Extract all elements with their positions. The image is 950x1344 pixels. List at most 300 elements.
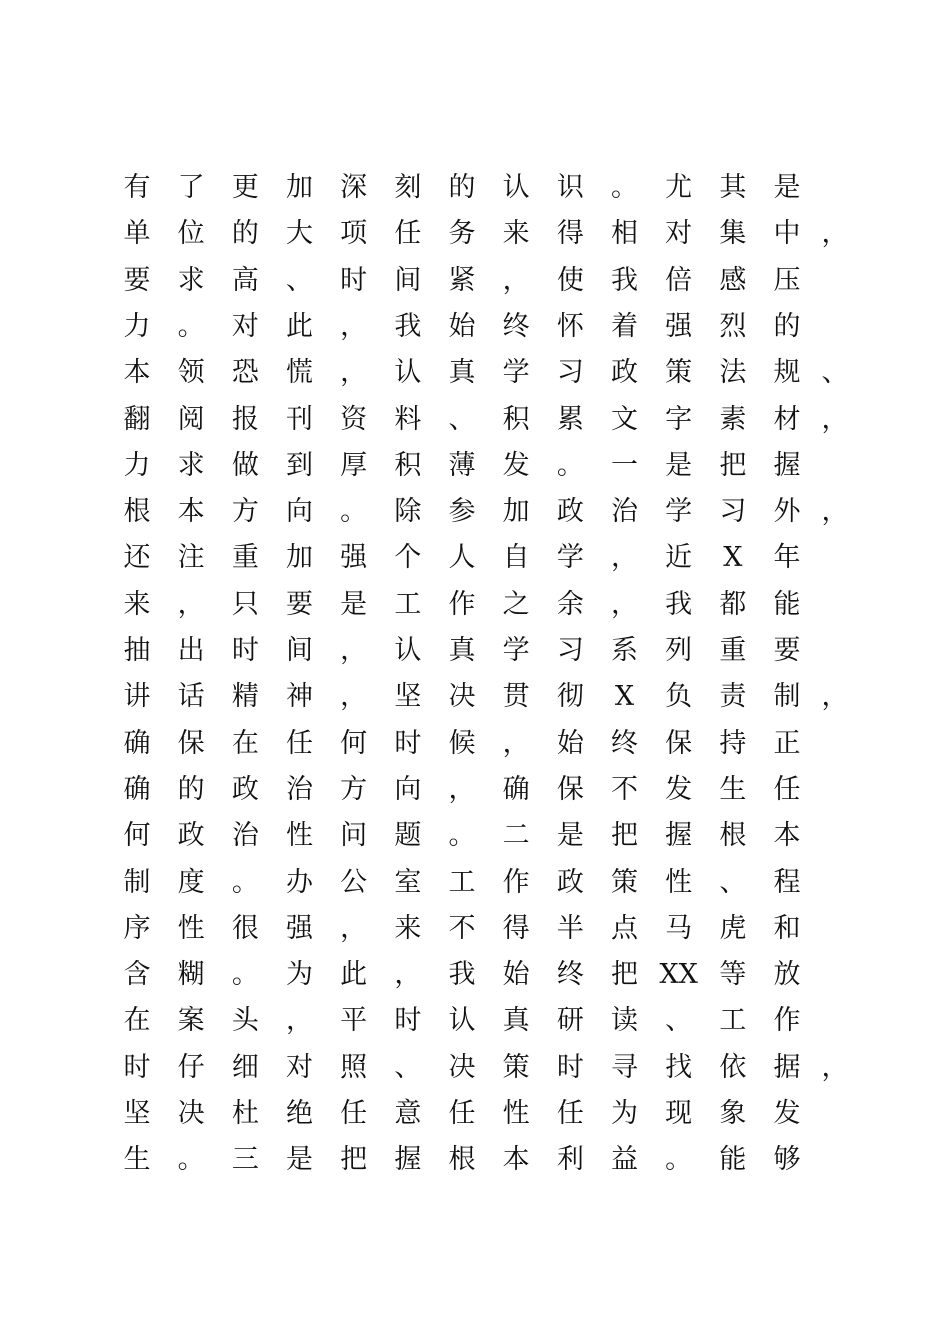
text-char: 工 — [719, 1005, 747, 1037]
text-char: 积 — [394, 449, 422, 481]
text-char: 资 — [340, 403, 368, 435]
text-char: 发 — [665, 773, 693, 805]
text-char: 规 — [773, 357, 801, 389]
text-char: ， — [821, 1051, 849, 1083]
text-char: 紧 — [448, 264, 476, 296]
text-char: 任 — [340, 1098, 368, 1129]
text-char: 对 — [665, 218, 693, 250]
text-char: 重 — [719, 635, 747, 666]
text-char: 本 — [502, 1144, 530, 1176]
text-char: 了 — [177, 172, 205, 203]
text-char: 着 — [611, 310, 638, 342]
text-char: 材 — [773, 403, 801, 435]
text-char: 彻 — [556, 681, 584, 713]
text-char: 确 — [123, 727, 151, 759]
text-char: ， — [502, 264, 530, 296]
text-char: 根 — [719, 820, 747, 852]
text-char: 问 — [340, 820, 368, 852]
text-char: 象 — [719, 1098, 747, 1129]
text-char: 把 — [611, 959, 638, 991]
text-char: 能 — [773, 588, 801, 620]
text-char: 。 — [340, 496, 368, 528]
text-char: 的 — [177, 773, 205, 805]
text-char: 工 — [394, 588, 422, 620]
text-char: 读 — [611, 1005, 638, 1037]
text-char: 刻 — [394, 172, 422, 203]
text-char: 生 — [719, 773, 747, 805]
text-char: 策 — [665, 357, 693, 389]
text-char: 。 — [231, 959, 259, 991]
text-char: 题 — [394, 820, 422, 852]
text-char: XX — [659, 959, 698, 991]
text-char: 深 — [340, 172, 368, 203]
text-char: 感 — [719, 264, 747, 296]
text-line — [0, 307, 950, 347]
text-char: ， — [502, 727, 530, 759]
text-char: 正 — [773, 727, 801, 759]
text-char: 要 — [773, 635, 801, 666]
text-char: 保 — [665, 727, 693, 759]
text-char: 能 — [719, 1144, 747, 1176]
text-char: 其 — [719, 172, 747, 203]
text-char: 策 — [502, 1051, 530, 1083]
text-char: 之 — [502, 588, 530, 620]
text-char: ， — [340, 681, 368, 713]
text-char: 和 — [773, 912, 801, 944]
text-char: 、 — [286, 264, 313, 296]
text-char: 序 — [123, 912, 151, 944]
text-char: 参 — [448, 496, 476, 528]
text-char: 领 — [177, 357, 205, 389]
text-char: 时 — [394, 727, 422, 759]
text-char: 习 — [556, 357, 584, 389]
text-char: 为 — [611, 1098, 638, 1129]
text-char: 终 — [502, 310, 530, 342]
text-line — [0, 585, 950, 625]
text-char: 平 — [340, 1005, 368, 1037]
text-char: 高 — [231, 264, 259, 296]
text-char: 识 — [556, 172, 584, 203]
text-char: 加 — [286, 172, 313, 203]
text-char: 对 — [286, 1051, 313, 1083]
text-char: 细 — [231, 1051, 259, 1083]
text-char: 余 — [556, 588, 584, 620]
text-char: 寻 — [611, 1051, 638, 1083]
text-char: 责 — [719, 681, 747, 713]
text-char: 是 — [340, 588, 368, 620]
text-line — [0, 168, 950, 208]
text-char: 此 — [340, 959, 368, 991]
text-char: 半 — [556, 912, 584, 944]
text-char: 候 — [448, 727, 476, 759]
text-char: 向 — [394, 773, 422, 805]
text-char: 持 — [719, 727, 747, 759]
text-char: 。 — [177, 310, 205, 342]
text-char: 料 — [394, 403, 422, 435]
text-char: 依 — [719, 1051, 747, 1083]
text-char: 求 — [177, 264, 205, 296]
text-char: 现 — [665, 1098, 693, 1129]
text-char: 抽 — [123, 635, 151, 666]
text-char: 。 — [231, 866, 259, 898]
text-char: 我 — [665, 588, 693, 620]
text-char: 务 — [448, 218, 476, 250]
text-line — [0, 1140, 950, 1180]
text-char: 作 — [448, 588, 476, 620]
text-char: 程 — [773, 866, 801, 898]
text-char: 到 — [286, 449, 313, 481]
text-char: 怀 — [556, 310, 584, 342]
text-char: 性 — [286, 820, 313, 852]
text-char: 对 — [231, 310, 259, 342]
text-char: 、 — [448, 403, 476, 435]
text-char: 尤 — [665, 172, 693, 203]
text-char: ， — [821, 218, 849, 250]
text-char: 生 — [123, 1144, 151, 1176]
text-char: 。 — [177, 1144, 205, 1176]
text-char: 加 — [502, 496, 530, 528]
text-char: 终 — [556, 959, 584, 991]
text-char: 作 — [773, 1005, 801, 1037]
text-char: 都 — [719, 588, 747, 620]
text-char: 力 — [123, 449, 151, 481]
text-char: 保 — [556, 773, 584, 805]
text-line — [0, 631, 950, 671]
text-char: ， — [286, 1005, 313, 1037]
text-char: 真 — [448, 635, 476, 666]
text-char: 的 — [448, 172, 476, 203]
text-char: ， — [448, 773, 476, 805]
text-char: 时 — [231, 635, 259, 666]
text-char: 字 — [665, 403, 693, 435]
text-char: 确 — [123, 773, 151, 805]
text-char: 精 — [231, 681, 259, 713]
text-char: 。 — [611, 172, 638, 203]
text-line — [0, 538, 950, 578]
text-char: 来 — [502, 218, 530, 250]
text-char: 任 — [773, 773, 801, 805]
text-char: 集 — [719, 218, 747, 250]
text-char: 本 — [773, 820, 801, 852]
text-char: 政 — [556, 496, 584, 528]
text-char: 出 — [177, 635, 205, 666]
text-char: 间 — [394, 264, 422, 296]
text-char: 性 — [177, 912, 205, 944]
text-char: 来 — [394, 912, 422, 944]
text-char: 决 — [177, 1098, 205, 1129]
text-char: 把 — [719, 449, 747, 481]
text-char: 只 — [231, 588, 259, 620]
text-char: 神 — [286, 681, 313, 713]
text-char: 绝 — [286, 1098, 313, 1129]
text-char: 系 — [611, 635, 638, 666]
text-char: 本 — [177, 496, 205, 528]
text-char: 根 — [448, 1144, 476, 1176]
text-char: 强 — [286, 912, 313, 944]
text-char: 位 — [177, 218, 205, 250]
text-char: 得 — [502, 912, 530, 944]
text-char: 认 — [448, 1005, 476, 1037]
text-char: 利 — [556, 1144, 584, 1176]
text-char: 方 — [231, 496, 259, 528]
text-char: 方 — [340, 773, 368, 805]
text-char: 治 — [286, 773, 313, 805]
text-char: 习 — [556, 635, 584, 666]
text-line — [0, 214, 950, 254]
text-char: ， — [394, 959, 422, 991]
text-char: ， — [821, 496, 849, 528]
text-char: 保 — [177, 727, 205, 759]
text-char: 确 — [502, 773, 530, 805]
text-char: 法 — [719, 357, 747, 389]
text-line — [0, 677, 950, 717]
text-char: 度 — [177, 866, 205, 898]
text-char: 找 — [665, 1051, 693, 1083]
text-char: 终 — [611, 727, 638, 759]
text-char: 三 — [231, 1144, 259, 1176]
text-char: 在 — [231, 727, 259, 759]
text-char: 、 — [821, 357, 849, 389]
text-char: 头 — [231, 1005, 259, 1037]
text-char: 得 — [556, 218, 584, 250]
text-line — [0, 1094, 950, 1134]
text-char: 列 — [665, 635, 693, 666]
text-char: 不 — [611, 773, 638, 805]
text-char: 翻 — [123, 403, 151, 435]
text-line — [0, 816, 950, 856]
text-char: 认 — [502, 172, 530, 203]
text-char: 杜 — [231, 1098, 259, 1129]
text-char: 此 — [286, 310, 313, 342]
text-char: 贯 — [502, 681, 530, 713]
text-char: 做 — [231, 449, 259, 481]
text-char: 外 — [773, 496, 801, 528]
text-char: 本 — [123, 357, 151, 389]
text-char: 政 — [556, 866, 584, 898]
text-char: 。 — [665, 1144, 693, 1176]
text-char: 何 — [123, 820, 151, 852]
text-char: 决 — [448, 681, 476, 713]
text-char: 时 — [394, 1005, 422, 1037]
text-char: 糊 — [177, 959, 205, 991]
text-char: 坚 — [394, 681, 422, 713]
text-char: 要 — [123, 264, 151, 296]
text-char: 来 — [123, 588, 151, 620]
text-char: 在 — [123, 1005, 151, 1037]
text-char: 除 — [394, 496, 422, 528]
text-char: 作 — [502, 866, 530, 898]
text-char: 任 — [286, 727, 313, 759]
text-char: 握 — [665, 820, 693, 852]
text-char: 我 — [611, 264, 638, 296]
text-char: 公 — [340, 866, 368, 898]
text-char: 发 — [773, 1098, 801, 1129]
text-char: 学 — [502, 635, 530, 666]
text-char: 认 — [394, 357, 422, 389]
text-char: 任 — [448, 1098, 476, 1129]
text-char: 、 — [665, 1005, 693, 1037]
text-char: 的 — [231, 218, 259, 250]
text-char: 项 — [340, 218, 368, 250]
text-line — [0, 446, 950, 486]
text-line — [0, 492, 950, 532]
text-char: 二 — [502, 820, 530, 852]
text-char: 恐 — [231, 357, 259, 389]
text-char: 为 — [286, 959, 313, 991]
text-char: 案 — [177, 1005, 205, 1037]
text-char: 中 — [773, 218, 801, 250]
text-char: 据 — [773, 1051, 801, 1083]
text-char: 时 — [123, 1051, 151, 1083]
text-char: 真 — [448, 357, 476, 389]
text-char: 阅 — [177, 403, 205, 435]
text-char: 时 — [340, 264, 368, 296]
text-char: ， — [821, 403, 849, 435]
text-char: 年 — [773, 542, 801, 574]
text-char: 根 — [123, 496, 151, 528]
text-char: 够 — [773, 1144, 801, 1176]
text-char: 的 — [773, 310, 801, 342]
text-char: 始 — [556, 727, 584, 759]
text-char: ， — [611, 542, 638, 574]
text-char: 我 — [448, 959, 476, 991]
text-char: 握 — [773, 449, 801, 481]
text-char: 负 — [665, 681, 693, 713]
text-char: 近 — [665, 542, 693, 574]
text-char: 自 — [502, 542, 530, 574]
text-line — [0, 1048, 950, 1088]
text-char: 发 — [502, 449, 530, 481]
text-char: 性 — [665, 866, 693, 898]
text-char: 慌 — [286, 357, 313, 389]
text-char: 有 — [123, 172, 151, 203]
text-char: 报 — [231, 403, 259, 435]
text-char: 更 — [231, 172, 259, 203]
text-char: 含 — [123, 959, 151, 991]
text-char: 把 — [340, 1144, 368, 1176]
text-char: 始 — [448, 310, 476, 342]
text-char: 政 — [611, 357, 638, 389]
text-char: 话 — [177, 681, 205, 713]
text-char: 虎 — [719, 912, 747, 944]
text-char: 治 — [611, 496, 638, 528]
text-line — [0, 909, 950, 949]
text-char: 何 — [340, 727, 368, 759]
text-char: 倍 — [665, 264, 693, 296]
text-char: 制 — [123, 866, 151, 898]
text-char: 文 — [611, 403, 638, 435]
text-char: 研 — [556, 1005, 584, 1037]
text-char: 加 — [286, 542, 313, 574]
text-char: 政 — [231, 773, 259, 805]
text-char: 学 — [502, 357, 530, 389]
text-char: 仔 — [177, 1051, 205, 1083]
text-char: 大 — [286, 218, 313, 250]
text-char: 强 — [340, 542, 368, 574]
text-char: 要 — [286, 588, 313, 620]
text-char: 益 — [611, 1144, 638, 1176]
text-char: 点 — [611, 912, 638, 944]
text-char: 烈 — [719, 310, 747, 342]
text-char: 重 — [231, 542, 259, 574]
text-char: 握 — [394, 1144, 422, 1176]
text-char: 等 — [719, 959, 747, 991]
text-char: 马 — [665, 912, 693, 944]
text-char: 任 — [394, 218, 422, 250]
text-line — [0, 261, 950, 301]
text-char: 注 — [177, 542, 205, 574]
text-char: 求 — [177, 449, 205, 481]
text-char: 是 — [665, 449, 693, 481]
text-char: ， — [821, 681, 849, 713]
text-char: 压 — [773, 264, 801, 296]
text-char: 治 — [231, 820, 259, 852]
text-char: 力 — [123, 310, 151, 342]
text-char: 累 — [556, 403, 584, 435]
text-char: 。 — [556, 449, 584, 481]
text-char: ， — [340, 635, 368, 666]
text-char: 使 — [556, 264, 584, 296]
text-char: 间 — [286, 635, 313, 666]
text-char: 薄 — [448, 449, 476, 481]
text-char: 习 — [719, 496, 747, 528]
text-char: 讲 — [123, 681, 151, 713]
text-char: ， — [177, 588, 205, 620]
text-char: 积 — [502, 403, 530, 435]
text-line — [0, 863, 950, 903]
text-char: ， — [340, 912, 368, 944]
text-char: 素 — [719, 403, 747, 435]
text-char: 性 — [502, 1098, 530, 1129]
text-char: 一 — [611, 449, 638, 481]
text-char: 学 — [556, 542, 584, 574]
text-char: X — [614, 681, 635, 713]
text-char: 时 — [556, 1051, 584, 1083]
text-char: 始 — [502, 959, 530, 991]
text-char: 放 — [773, 959, 801, 991]
text-char: 照 — [340, 1051, 368, 1083]
text-char: 不 — [448, 912, 476, 944]
text-char: ， — [340, 310, 368, 342]
text-line — [0, 770, 950, 810]
text-char: 人 — [448, 542, 476, 574]
text-char: ， — [340, 357, 368, 389]
text-line — [0, 400, 950, 440]
text-line — [0, 955, 950, 995]
text-char: 。 — [448, 820, 476, 852]
text-char: 真 — [502, 1005, 530, 1037]
text-char: 、 — [719, 866, 747, 898]
text-line — [0, 353, 950, 393]
text-char: 政 — [177, 820, 205, 852]
text-char: 任 — [556, 1098, 584, 1129]
text-char: 很 — [231, 912, 259, 944]
text-char: 刊 — [286, 403, 313, 435]
text-char: 策 — [611, 866, 638, 898]
text-char: 相 — [611, 218, 638, 250]
text-char: 办 — [286, 866, 313, 898]
text-char: 学 — [665, 496, 693, 528]
text-char: ， — [611, 588, 638, 620]
text-char: 是 — [286, 1144, 313, 1176]
text-line — [0, 1001, 950, 1041]
text-char: 我 — [394, 310, 422, 342]
text-char: 把 — [611, 820, 638, 852]
text-char: 制 — [773, 681, 801, 713]
text-char: 工 — [448, 866, 476, 898]
text-char: 是 — [773, 172, 801, 203]
text-char: 坚 — [123, 1098, 151, 1129]
